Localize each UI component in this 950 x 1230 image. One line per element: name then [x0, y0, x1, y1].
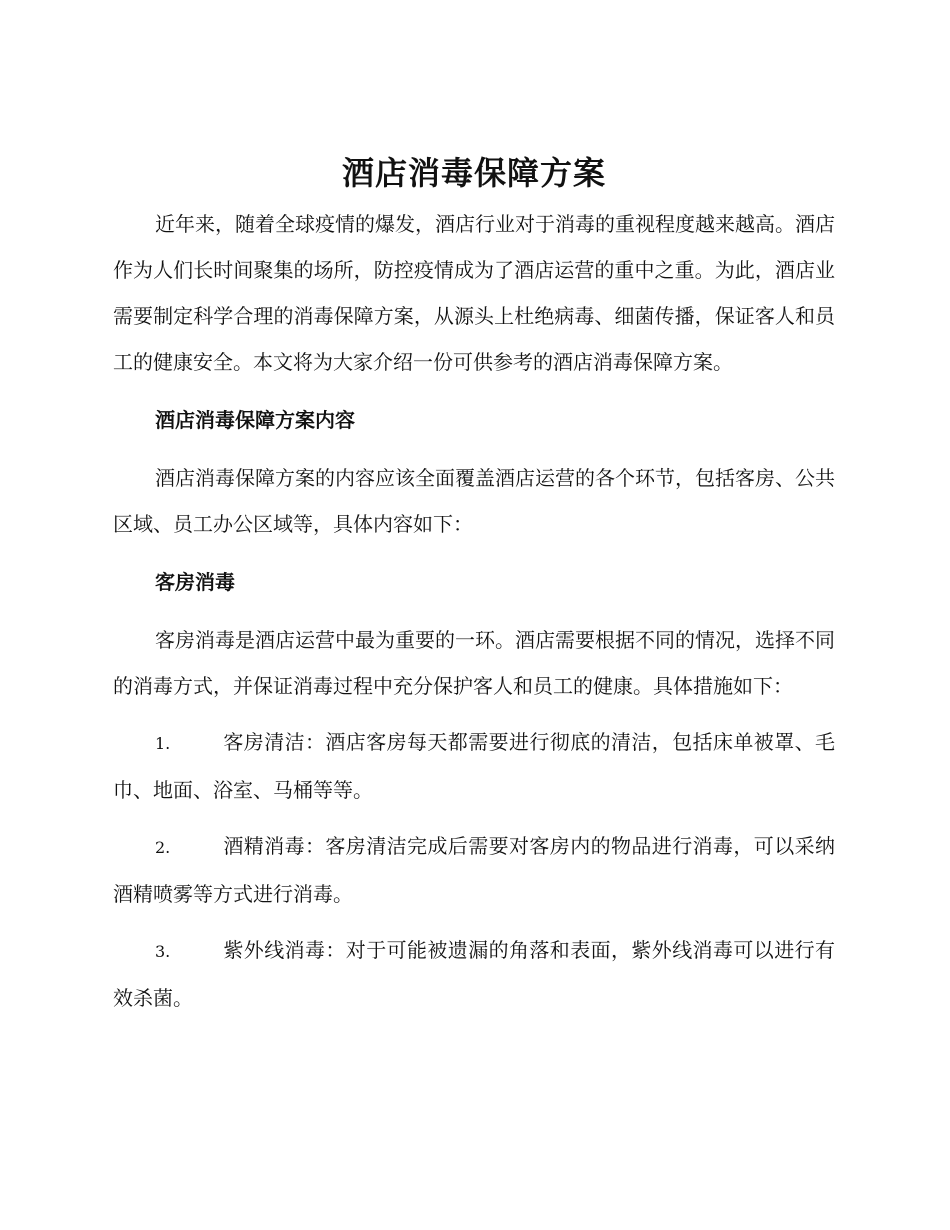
spacer [113, 443, 835, 455]
list-item-text: 客房清洁：酒店客房每天都需要进行彻底的清洁，包括床单被罩、毛巾、地面、浴室、马桶等等。 [113, 730, 835, 802]
room-disinfection-paragraph: 客房消毒是酒店运营中最为重要的一环。酒店需要根据不同的情况，选择不同的消毒方式，并保证消毒过程中充分保护客人和员工的健康。具体措施如下： [113, 628, 835, 698]
list-item-text: 紫外线消毒：对于可能被遗漏的角落和表面，紫外线消毒可以进行有效杀菌。 [113, 938, 835, 1010]
intro-paragraph: 近年来，随着全球疫情的爆发，酒店行业对于消毒的重视程度越来越高。酒店作为人们长时间聚集的场所，防控疫情成为了酒店运营的重中之重。为此，酒店业需要制定科学合理的消毒保障方案，从源头上杜绝病毒、细菌传播，保证客人和员工的健康安全。本文将为大家介绍一份可供参考的酒店消毒保障方案。 [113, 212, 835, 374]
list-item [113, 719, 835, 813]
list-number: 2. [155, 838, 171, 857]
spacer [113, 605, 835, 617]
spacer [113, 385, 835, 397]
spacer [113, 547, 835, 559]
list-number: 1. [155, 734, 171, 753]
spacer [113, 813, 835, 823]
section-content-paragraph: 酒店消毒保障方案的内容应该全面覆盖酒店运营的各个环节，包括客房、公共区域、员工办公区域等，具体内容如下： [113, 466, 835, 536]
list-number: 3. [155, 942, 171, 961]
document-body [113, 145, 835, 1021]
list-item [113, 823, 835, 917]
list-item-text: 酒精消毒：客房清洁完成后需要对客房内的物品进行消毒，可以采纳酒精喷雾等方式进行消毒。 [113, 834, 835, 906]
spacer [113, 709, 835, 719]
document-title: 酒店消毒保障方案 [341, 154, 606, 192]
section-heading-room-disinfection: 客房消毒 [155, 570, 235, 594]
spacer [113, 917, 835, 927]
section-heading-content: 酒店消毒保障方案内容 [155, 408, 355, 432]
list-item [113, 927, 835, 1021]
